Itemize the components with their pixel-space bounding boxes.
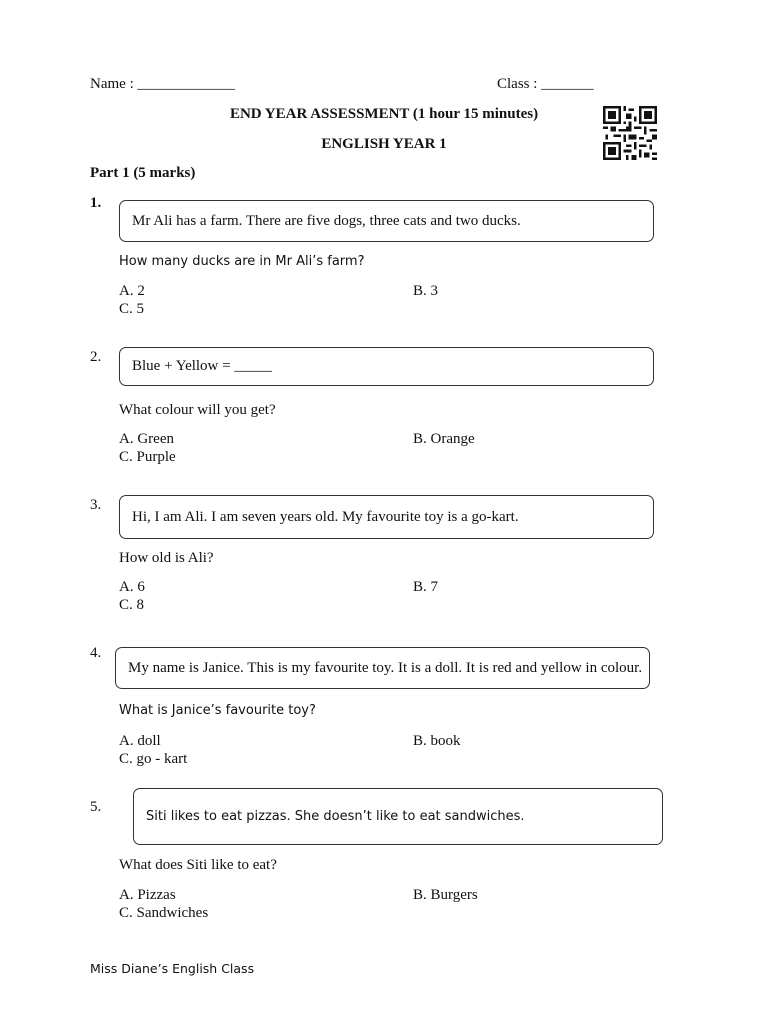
question-number: 2.	[90, 349, 102, 365]
class-field-label: Class : _______	[497, 76, 594, 92]
passage-box	[133, 788, 663, 845]
option-c[interactable]: C. 5	[119, 301, 145, 317]
question-text: How old is Ali?	[119, 550, 214, 566]
option-a[interactable]: A. 2	[119, 283, 145, 299]
passage-text: Mr Ali has a farm. There are five dogs, three cats and two ducks.	[132, 212, 521, 229]
passage-box	[119, 495, 654, 539]
passage-text: My name is Janice. This is my favourite toy. It is a doll. It is red and yellow in colour.	[128, 659, 643, 676]
option-c[interactable]: C. Purple	[119, 449, 176, 465]
part-heading: Part 1 (5 marks)	[90, 165, 196, 181]
page-title: END YEAR ASSESSMENT (1 hour 15 minutes)	[229, 106, 539, 122]
passage-box	[119, 200, 654, 242]
option-b[interactable]: B. Orange	[413, 431, 475, 447]
option-a[interactable]: A. Green	[119, 431, 174, 447]
footer-text: Miss Diane’s English Class	[90, 961, 255, 976]
passage-text: Siti likes to eat pizzas. She doesn’t like to eat sandwiches.	[146, 809, 525, 824]
passage-box	[115, 647, 650, 689]
passage-box	[119, 347, 654, 386]
option-a[interactable]: A. 6	[119, 579, 145, 595]
option-b[interactable]: B. 3	[413, 283, 439, 299]
option-a[interactable]: A. Pizzas	[119, 887, 176, 903]
passage-text: Blue + Yellow = _____	[132, 358, 272, 374]
passage-text: Hi, I am Ali. I am seven years old. My favourite toy is a go-kart.	[132, 508, 519, 525]
page-subtitle: ENGLISH YEAR 1	[321, 136, 447, 152]
option-b[interactable]: B. Burgers	[413, 887, 478, 903]
option-c[interactable]: C. go - kart	[119, 751, 188, 767]
option-c[interactable]: C. Sandwiches	[119, 905, 209, 921]
question-text: What colour will you get?	[119, 402, 276, 418]
question-number: 3.	[90, 497, 102, 513]
option-c[interactable]: C. 8	[119, 597, 145, 613]
question-text: What does Siti like to eat?	[119, 857, 277, 873]
question-number: 5.	[90, 799, 102, 815]
name-field-label: Name : _____________	[90, 76, 235, 92]
option-b[interactable]: B. book	[413, 733, 461, 749]
question-number: 4.	[90, 645, 102, 661]
option-b[interactable]: B. 7	[413, 579, 439, 595]
option-a[interactable]: A. doll	[119, 733, 161, 749]
question-text: What is Janice’s favourite toy?	[119, 703, 316, 718]
question-number: 1.	[90, 195, 102, 211]
question-text: How many ducks are in Mr Ali’s farm?	[119, 254, 365, 269]
qr-code-icon	[603, 106, 657, 160]
